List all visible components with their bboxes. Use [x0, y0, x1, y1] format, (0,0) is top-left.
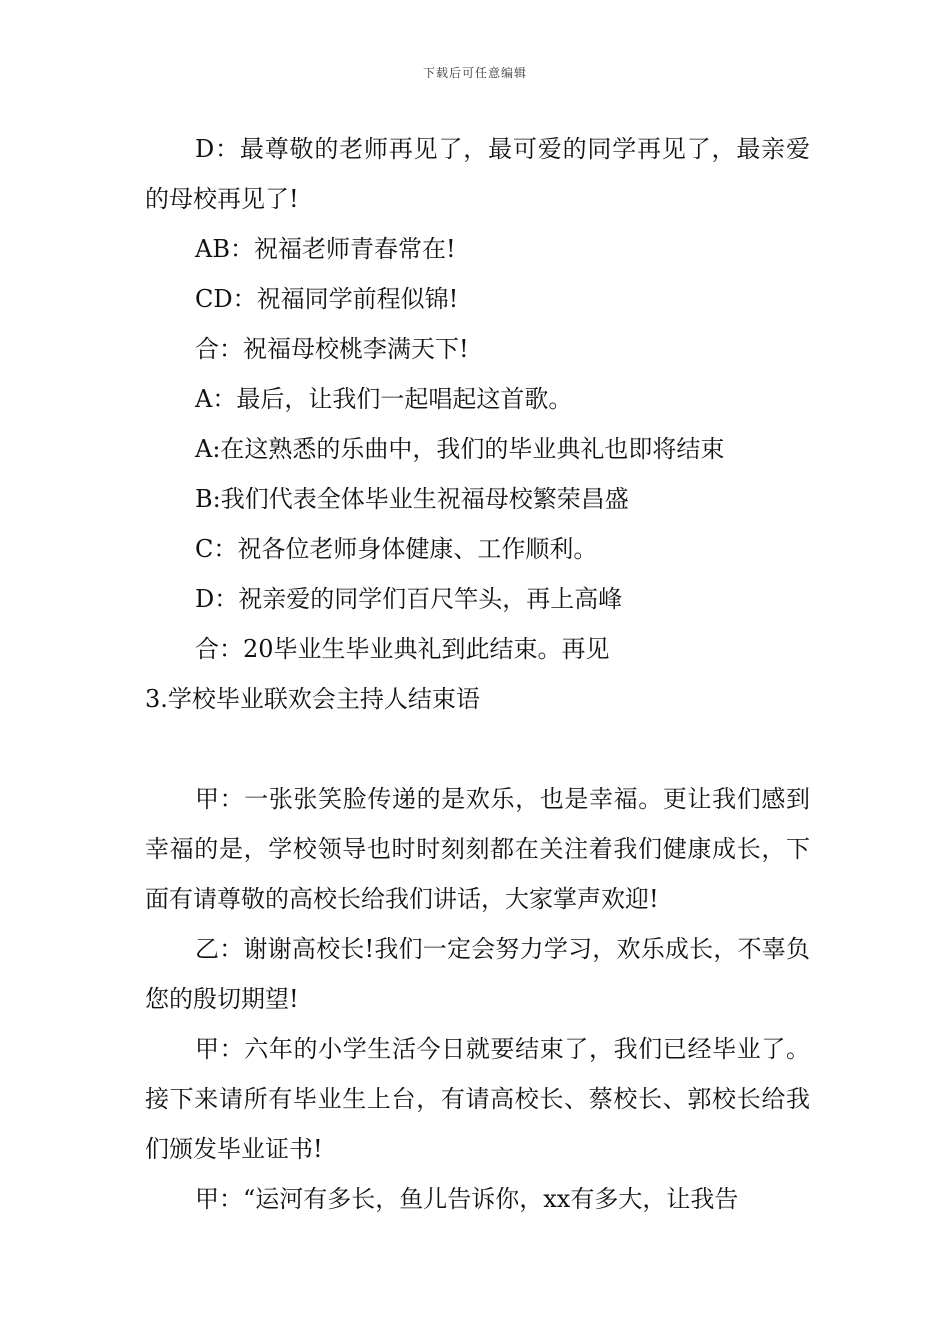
paragraph: AB：祝福老师青春常在!	[195, 235, 456, 263]
paragraph: D：最尊敬的老师再见了，最可爱的同学再见了，最亲爱的母校再见了!	[145, 135, 810, 213]
blank-line	[145, 724, 810, 774]
paragraph: 甲：一张张笑脸传递的是欢乐，也是幸福。更让我们感到幸福的是，学校领导也时时刻刻都在关注着我们健康成长，下面有请尊敬的高校长给我们讲话，大家掌声欢迎!	[145, 785, 810, 913]
paragraph: 合：20毕业生毕业典礼到此结束。再见	[195, 635, 610, 663]
paragraph: 甲：六年的小学生活今日就要结束了，我们已经毕业了。接下来请所有毕业生上台，有请高校长、蔡校长、郭校长给我们颁发毕业证书!	[145, 1035, 810, 1163]
paragraph: A:在这熟悉的乐曲中，我们的毕业典礼也即将结束	[195, 435, 725, 463]
section-heading: 3.学校毕业联欢会主持人结束语	[145, 685, 480, 713]
paragraph: CD：祝福同学前程似锦!	[195, 285, 459, 313]
paragraph: 甲：“运河有多长，鱼儿告诉你，xx有多大，让我告	[195, 1185, 739, 1213]
paragraph: B:我们代表全体毕业生祝福母校繁荣昌盛	[195, 485, 629, 513]
document-body	[145, 124, 810, 1224]
paragraph: 合：祝福母校桃李满天下!	[195, 335, 469, 363]
paragraph: D：祝亲爱的同学们百尺竿头，再上高峰	[195, 585, 623, 613]
page-header: 下载后可任意编辑	[422, 66, 527, 80]
paragraph: A：最后，让我们一起唱起这首歌。	[195, 385, 573, 413]
paragraph: 乙：谢谢高校长!我们一定会努力学习，欢乐成长，不辜负您的殷切期望!	[145, 935, 810, 1013]
paragraph: C：祝各位老师身体健康、工作顺利。	[195, 535, 598, 563]
